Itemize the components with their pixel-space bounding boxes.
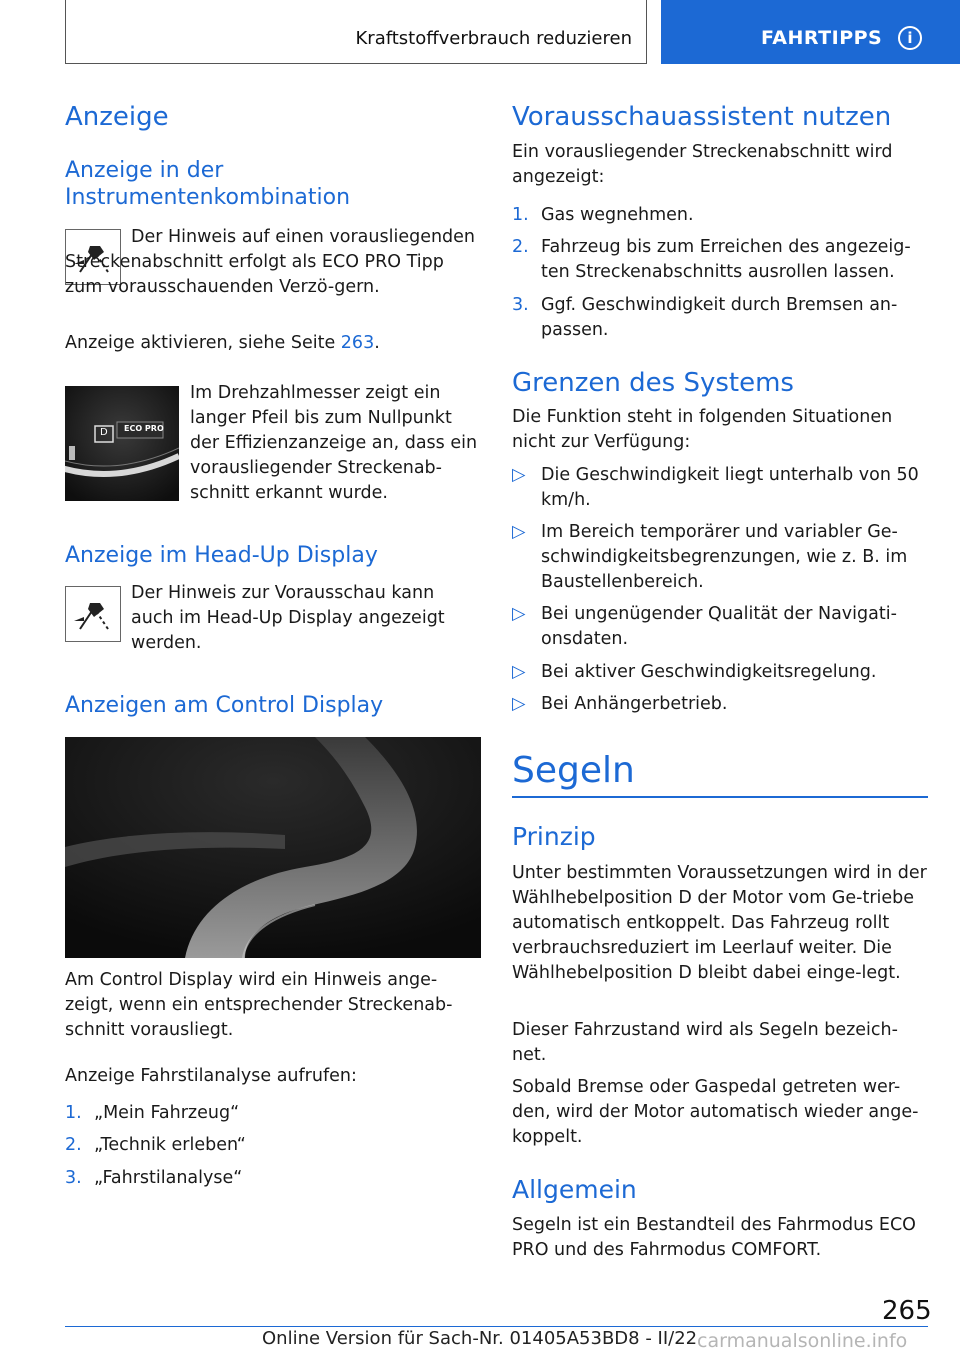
bullet-triangle-icon: ▷ bbox=[512, 465, 526, 485]
paragraph-allgemein: Segeln ist ein Bestandteil des Fahrmodus ECO PRO und des Fahrmodus COMFORT. bbox=[512, 1215, 916, 1260]
paragraph-instrument-hint: Der Hinweis auf einen vorausliegenden Streckenabschnitt erfolgt als ECO PRO Tipp zum vorausschauenden Verzö-gern. bbox=[65, 227, 476, 297]
paragraph-fahrstilanalyse: Anzeige Fahrstilanalyse aufrufen: bbox=[65, 1066, 357, 1086]
bullet-text: Bei aktiver Geschwindigkeitsregelung. bbox=[541, 662, 877, 682]
watermark: carmanualsonline.info bbox=[697, 1330, 908, 1352]
paragraph-grenzen: Die Funktion steht in folgenden Situationen nicht zur Verfügung: bbox=[512, 407, 893, 452]
step-text: „Mein Fahrzeug“ bbox=[94, 1103, 240, 1123]
step-number: 3. bbox=[512, 295, 529, 315]
heading-head-up-display: Anzeige im Head-Up Display bbox=[65, 543, 378, 568]
tachometer-image bbox=[65, 386, 179, 501]
step-number: 1. bbox=[512, 205, 529, 225]
step-text: „Technik erleben“ bbox=[94, 1135, 246, 1155]
control-display-image bbox=[65, 737, 481, 958]
paragraph-prinzip-1: Unter bestimmten Voraussetzungen wird in der Wählhebelposition D der Motor vom Ge-triebe automatisch entkoppelt. Das Fahrzeug rollt verbrauchsreduziert im Leerlauf weiter. Die Wählhebelposition D bleibt dabei einge-legt. bbox=[512, 863, 927, 983]
heading-prinzip: Prinzip bbox=[512, 822, 596, 851]
step-number: 2. bbox=[512, 237, 529, 257]
bullet-triangle-icon: ▷ bbox=[512, 604, 526, 624]
step-text: Gas wegnehmen. bbox=[541, 205, 694, 225]
footer-divider bbox=[65, 1326, 928, 1327]
activate-period: . bbox=[374, 333, 380, 353]
bullet-text: Bei Anhängerbetrieb. bbox=[541, 694, 728, 714]
paragraph-activate bbox=[65, 331, 481, 356]
heading-grenzen: Grenzen des Systems bbox=[512, 368, 794, 398]
header-section-box bbox=[65, 0, 647, 64]
step-text: „Fahrstilanalyse“ bbox=[94, 1168, 243, 1188]
paragraph-tachometer: Im Drehzahlmesser zeigt ein langer Pfeil bis zum Nullpunkt der Effizienzanzeige an, dass ein vorausliegender Streckenab-schnitt erkannt wurde. bbox=[190, 383, 478, 503]
bullet-text: Bei ungenügender Qualität der Navigati-onsdaten. bbox=[541, 604, 897, 649]
heading-control-display: Anzeigen am Control Display bbox=[65, 693, 384, 718]
paragraph-vorausschau: Ein vorausliegender Streckenabschnitt wird angezeigt: bbox=[512, 142, 893, 187]
paragraph-prinzip-3: Sobald Bremse oder Gaspedal getreten wer-den, wird der Motor automatisch wieder ange-koppelt. bbox=[512, 1077, 919, 1147]
heading-segeln: Segeln bbox=[512, 750, 635, 791]
bullet-triangle-icon: ▷ bbox=[512, 694, 526, 714]
online-version-note: Online Version für Sach-Nr. 01405A53BD8 - II/22 bbox=[262, 1328, 698, 1349]
bullet-triangle-icon: ▷ bbox=[512, 522, 526, 542]
page-link-263[interactable]: 263 bbox=[340, 333, 375, 353]
step-number: 3. bbox=[65, 1168, 82, 1188]
step-number: 2. bbox=[65, 1135, 82, 1155]
activate-text: Anzeige aktivieren, siehe Seite bbox=[65, 333, 336, 353]
chapter-tab-label: FAHRTIPPS bbox=[761, 27, 883, 49]
gear-label: D bbox=[100, 427, 108, 438]
step-number: 1. bbox=[65, 1103, 82, 1123]
page-number: 265 bbox=[882, 1296, 932, 1326]
heading-anzeige: Anzeige bbox=[65, 102, 169, 132]
bullet-triangle-icon: ▷ bbox=[512, 662, 526, 682]
paragraph-hud: Der Hinweis zur Vorausschau kann auch im Head-Up Display angezeigt werden. bbox=[131, 583, 445, 653]
eco-pro-label: ECO PRO bbox=[124, 424, 164, 433]
step-text: Ggf. Geschwindigkeit durch Bremsen an-passen. bbox=[541, 295, 898, 340]
info-icon[interactable]: i bbox=[898, 26, 922, 50]
heading-instrumentenkombination: Anzeige in der Instrumentenkombination bbox=[65, 158, 351, 210]
step-text: Fahrzeug bis zum Erreichen des angezeig-ten Streckenabschnitts ausrollen lassen. bbox=[541, 237, 911, 282]
section-divider bbox=[512, 796, 928, 798]
chapter-tab[interactable] bbox=[661, 0, 960, 64]
heading-vorausschauassistent: Vorausschauassistent nutzen bbox=[512, 102, 892, 132]
heading-allgemein: Allgemein bbox=[512, 1175, 637, 1204]
bullet-text: Im Bereich temporärer und variabler Ge-schwindigkeitsbegrenzungen, wie z. B. im Baustellenbereich. bbox=[541, 522, 908, 592]
bullet-text: Die Geschwindigkeit liegt unterhalb von 50 km/h. bbox=[541, 465, 919, 510]
look-ahead-hud-icon bbox=[65, 586, 121, 642]
paragraph-prinzip-2: Dieser Fahrzustand wird als Segeln bezeich-net. bbox=[512, 1020, 898, 1065]
paragraph-control-display: Am Control Display wird ein Hinweis ange-zeigt, wenn ein entsprechender Streckenab-schnitt vorausliegt. bbox=[65, 970, 453, 1040]
header-section-title: Kraftstoffverbrauch reduzieren bbox=[355, 28, 632, 49]
